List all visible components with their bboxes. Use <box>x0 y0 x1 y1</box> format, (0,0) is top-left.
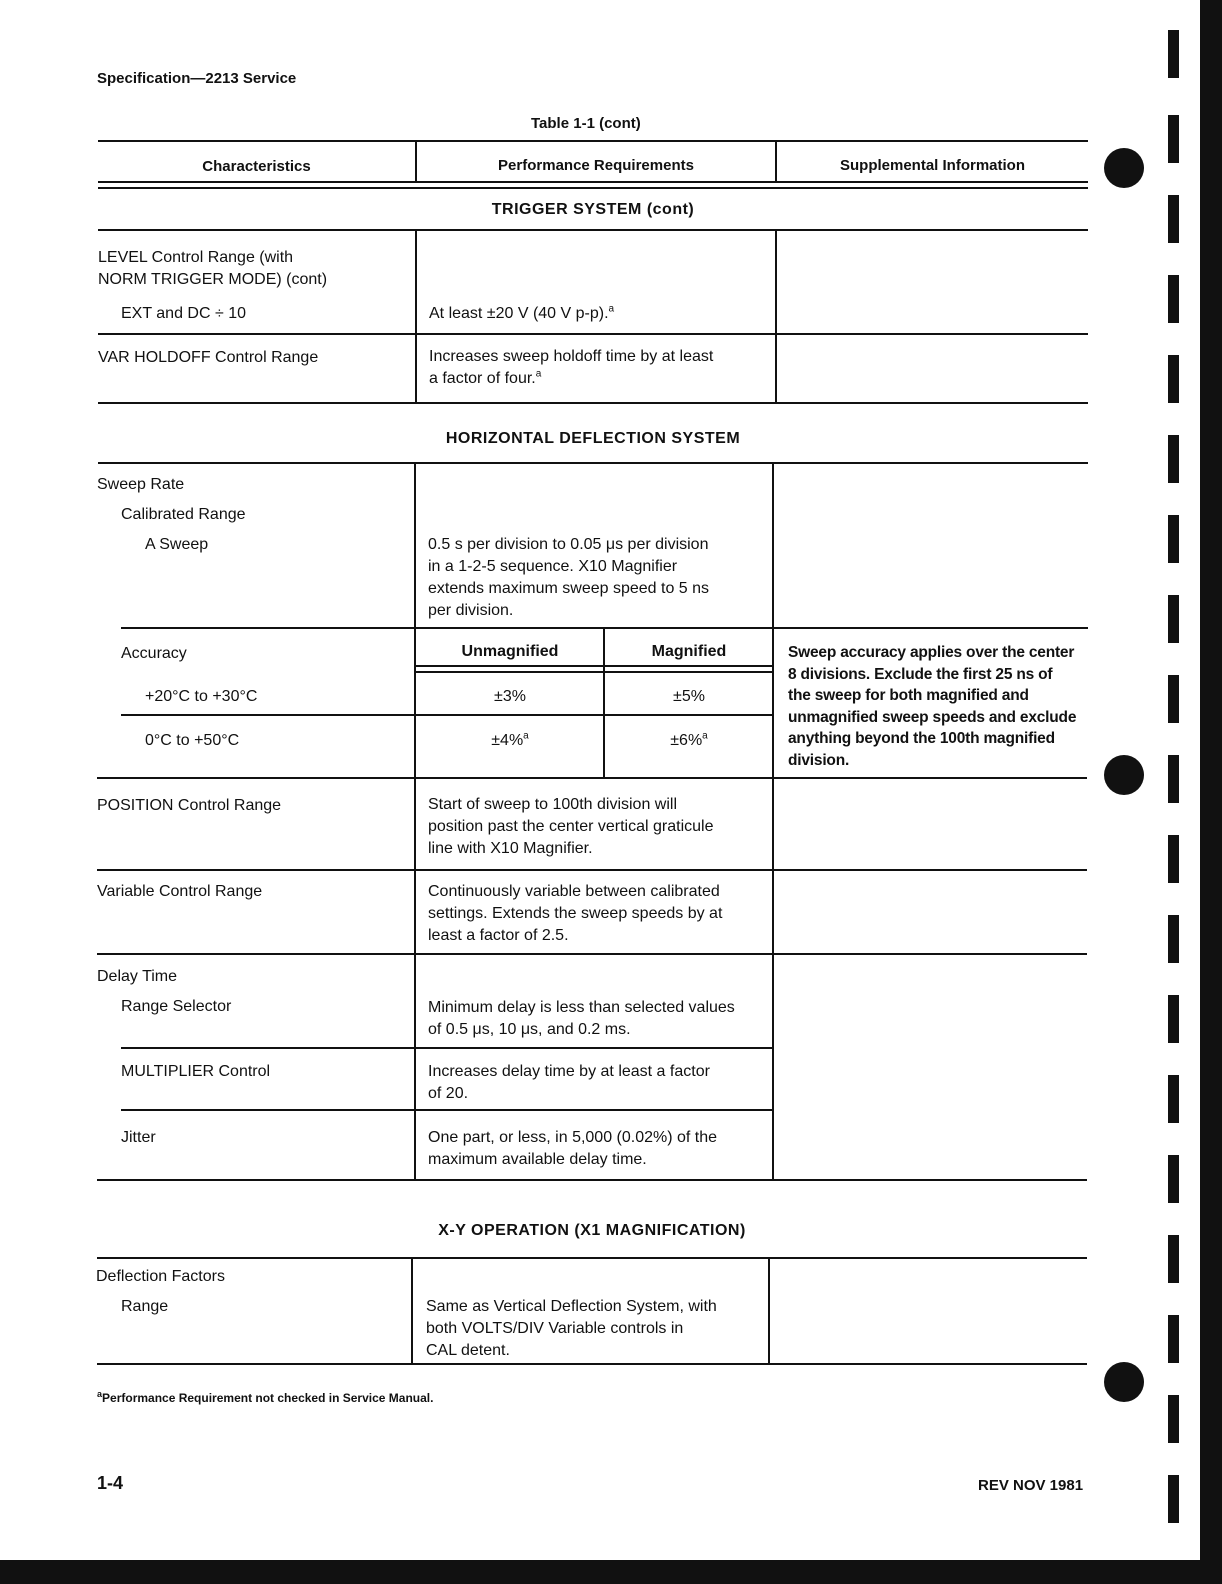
binding-mark <box>1168 195 1179 243</box>
xy-range-label: Range <box>121 1298 169 1315</box>
rule <box>98 229 1088 231</box>
accuracy-info-line4: unmagnified sweep speeds and exclude <box>788 708 1077 726</box>
accuracy-info <box>788 642 1076 772</box>
binding-mark <box>1168 355 1179 403</box>
binding-mark <box>1168 435 1179 483</box>
binding-mark <box>1168 275 1179 323</box>
a-sweep-req-line3: extends maximum sweep speed to 5 ns <box>428 580 710 597</box>
binding-mark <box>1168 515 1179 563</box>
col-divider <box>415 229 417 403</box>
col-divider <box>772 462 774 1180</box>
range-selector-req-line2: of 0.5 μs, 10 μs, and 0.2 ms. <box>428 1021 631 1038</box>
rule <box>98 140 1088 142</box>
range2-label: 0°C to +50°C <box>145 732 240 749</box>
jitter-req-line1: One part, or less, in 5,000 (0.02%) of the <box>428 1129 718 1146</box>
punch-hole <box>1104 148 1144 188</box>
multiplier-req-line2: of 20. <box>428 1085 469 1102</box>
xy-range-req-line3: CAL detent. <box>426 1342 510 1359</box>
col-divider <box>414 462 416 1180</box>
rule <box>98 187 1088 189</box>
rule <box>97 1363 1087 1365</box>
binding-mark <box>1168 1395 1179 1443</box>
section-trigger-system: TRIGGER SYSTEM (cont) <box>491 201 695 218</box>
level-label-line1: LEVEL Control Range (with <box>98 249 294 266</box>
accuracy-info-line1: Sweep accuracy applies over the center <box>788 644 1075 661</box>
range2-magnified-text: ±6% <box>670 732 703 749</box>
delay-time-label: Delay Time <box>97 968 178 985</box>
footnote-mark: a <box>535 368 542 380</box>
range1-unmagnified: ±3% <box>494 688 526 705</box>
variable-req-line3: least a factor of 2.5. <box>428 927 569 944</box>
rule <box>97 869 1087 871</box>
binding-mark <box>1168 675 1179 723</box>
rule <box>97 1257 1087 1259</box>
range1-label: +20°C to +30°C <box>145 688 258 705</box>
position-req-line3: line with X10 Magnifier. <box>428 840 593 857</box>
holdoff-req-line1: Increases sweep holdoff time by at least <box>429 348 714 365</box>
footnote-text: Performance Requirement not checked in Service Manual. <box>102 1391 434 1405</box>
holdoff-req-line2-text: a factor of four. <box>429 370 536 387</box>
footnote <box>97 1391 433 1405</box>
footnote-mark: a <box>97 1389 103 1399</box>
range2-unmagnified <box>416 730 604 752</box>
accuracy-info-line6: division. <box>788 751 850 769</box>
range2-magnified <box>606 730 772 752</box>
revision-date: REV NOV 1981 <box>978 1477 1084 1494</box>
binding-mark <box>1168 835 1179 883</box>
section-xy-operation: X-Y OPERATION (X1 MAGNIFICATION) <box>438 1222 746 1239</box>
range1-magnified: ±5% <box>673 688 705 705</box>
col-divider <box>768 1257 770 1364</box>
variable-req-line2: settings. Extends the sweep speeds by at <box>428 905 723 922</box>
binding-mark <box>1168 1315 1179 1363</box>
rule <box>97 1179 1087 1181</box>
sweep-rate-label: Sweep Rate <box>97 476 185 493</box>
binding-mark <box>1168 755 1179 803</box>
binding-mark <box>1168 995 1179 1043</box>
binding-mark <box>1168 1235 1179 1283</box>
rule <box>98 333 1088 335</box>
rule <box>121 1109 772 1111</box>
binding-mark <box>1168 115 1179 163</box>
deflection-factors-label: Deflection Factors <box>96 1268 225 1285</box>
xy-range-req-line2: both VOLTS/DIV Variable controls in <box>426 1320 684 1337</box>
jitter-req-line2: maximum available delay time. <box>428 1151 647 1168</box>
range2-unmagnified-text: ±4% <box>491 732 524 749</box>
range-selector-req-line1: Minimum delay is less than selected values <box>428 999 735 1016</box>
variable-req-line1: Continuously variable between calibrated <box>428 883 720 900</box>
ext-label: EXT and DC ÷ 10 <box>121 305 246 322</box>
table-title: Table 1-1 (cont) <box>531 115 641 132</box>
footnote-mark: a <box>702 730 708 742</box>
ext-requirement-text: At least ±20 V (40 V p-p). <box>429 305 609 322</box>
col-header-characteristics: Characteristics <box>202 158 311 175</box>
binding-mark <box>1168 1475 1179 1523</box>
binding-mark <box>1168 30 1179 78</box>
page-number: 1-4 <box>97 1473 124 1493</box>
col-header-performance: Performance Requirements <box>498 157 694 174</box>
a-sweep-label: A Sweep <box>145 536 209 553</box>
rule <box>98 181 1088 183</box>
page-edge-bottom <box>0 1560 1222 1584</box>
rule <box>97 777 1087 779</box>
position-req-line1: Start of sweep to 100th division will <box>428 796 678 813</box>
accuracy-info-line5: anything beyond the 100th magnified <box>788 730 1055 748</box>
punch-hole <box>1104 1362 1144 1402</box>
xy-range-req-line1: Same as Vertical Deflection System, with <box>426 1298 717 1315</box>
binding-mark <box>1168 1075 1179 1123</box>
position-req-line2: position past the center vertical graticule <box>428 818 714 835</box>
level-label-line2: NORM TRIGGER MODE) (cont) <box>98 271 328 288</box>
rule <box>98 462 1088 464</box>
rule <box>121 1047 772 1049</box>
position-label: POSITION Control Range <box>97 797 282 814</box>
punch-hole <box>1104 755 1144 795</box>
rule <box>97 953 1087 955</box>
rule <box>414 665 774 667</box>
jitter-label: Jitter <box>121 1129 156 1146</box>
magnified-header: Magnified <box>651 643 727 660</box>
col-header-supplemental: Supplemental Information <box>839 157 1025 174</box>
unmagnified-header: Unmagnified <box>461 643 559 660</box>
accuracy-label: Accuracy <box>121 645 187 662</box>
footnote-mark: a <box>608 303 615 315</box>
col-divider <box>411 1257 413 1364</box>
variable-label: Variable Control Range <box>97 883 263 900</box>
page-edge-right <box>1200 0 1222 1584</box>
rule <box>414 671 774 673</box>
range-selector-label: Range Selector <box>121 998 232 1015</box>
holdoff-req-line2 <box>429 368 541 390</box>
rule <box>98 402 1088 404</box>
footnote-mark: a <box>523 730 529 742</box>
col-divider <box>775 229 777 403</box>
a-sweep-req-line2: in a 1-2-5 sequence. X10 Magnifier <box>428 558 678 575</box>
running-head: Specification—2213 Service <box>97 70 297 87</box>
calibrated-range-label: Calibrated Range <box>121 506 246 523</box>
binding-mark <box>1168 915 1179 963</box>
binding-mark <box>1168 595 1179 643</box>
a-sweep-req-line1: 0.5 s per division to 0.05 μs per division <box>428 536 709 553</box>
section-horizontal-deflection: HORIZONTAL DEFLECTION SYSTEM <box>445 430 741 447</box>
accuracy-info-line2: 8 divisions. Exclude the first 25 ns of <box>788 665 1053 683</box>
ext-requirement <box>429 303 614 325</box>
multiplier-req-line1: Increases delay time by at least a factor <box>428 1063 710 1080</box>
accuracy-info-line3: the sweep for both magnified and <box>788 687 1029 705</box>
binding-mark <box>1168 1155 1179 1203</box>
rule <box>121 714 774 716</box>
holdoff-label: VAR HOLDOFF Control Range <box>98 349 319 366</box>
multiplier-label: MULTIPLIER Control <box>121 1063 271 1080</box>
a-sweep-req-line4: per division. <box>428 602 514 619</box>
